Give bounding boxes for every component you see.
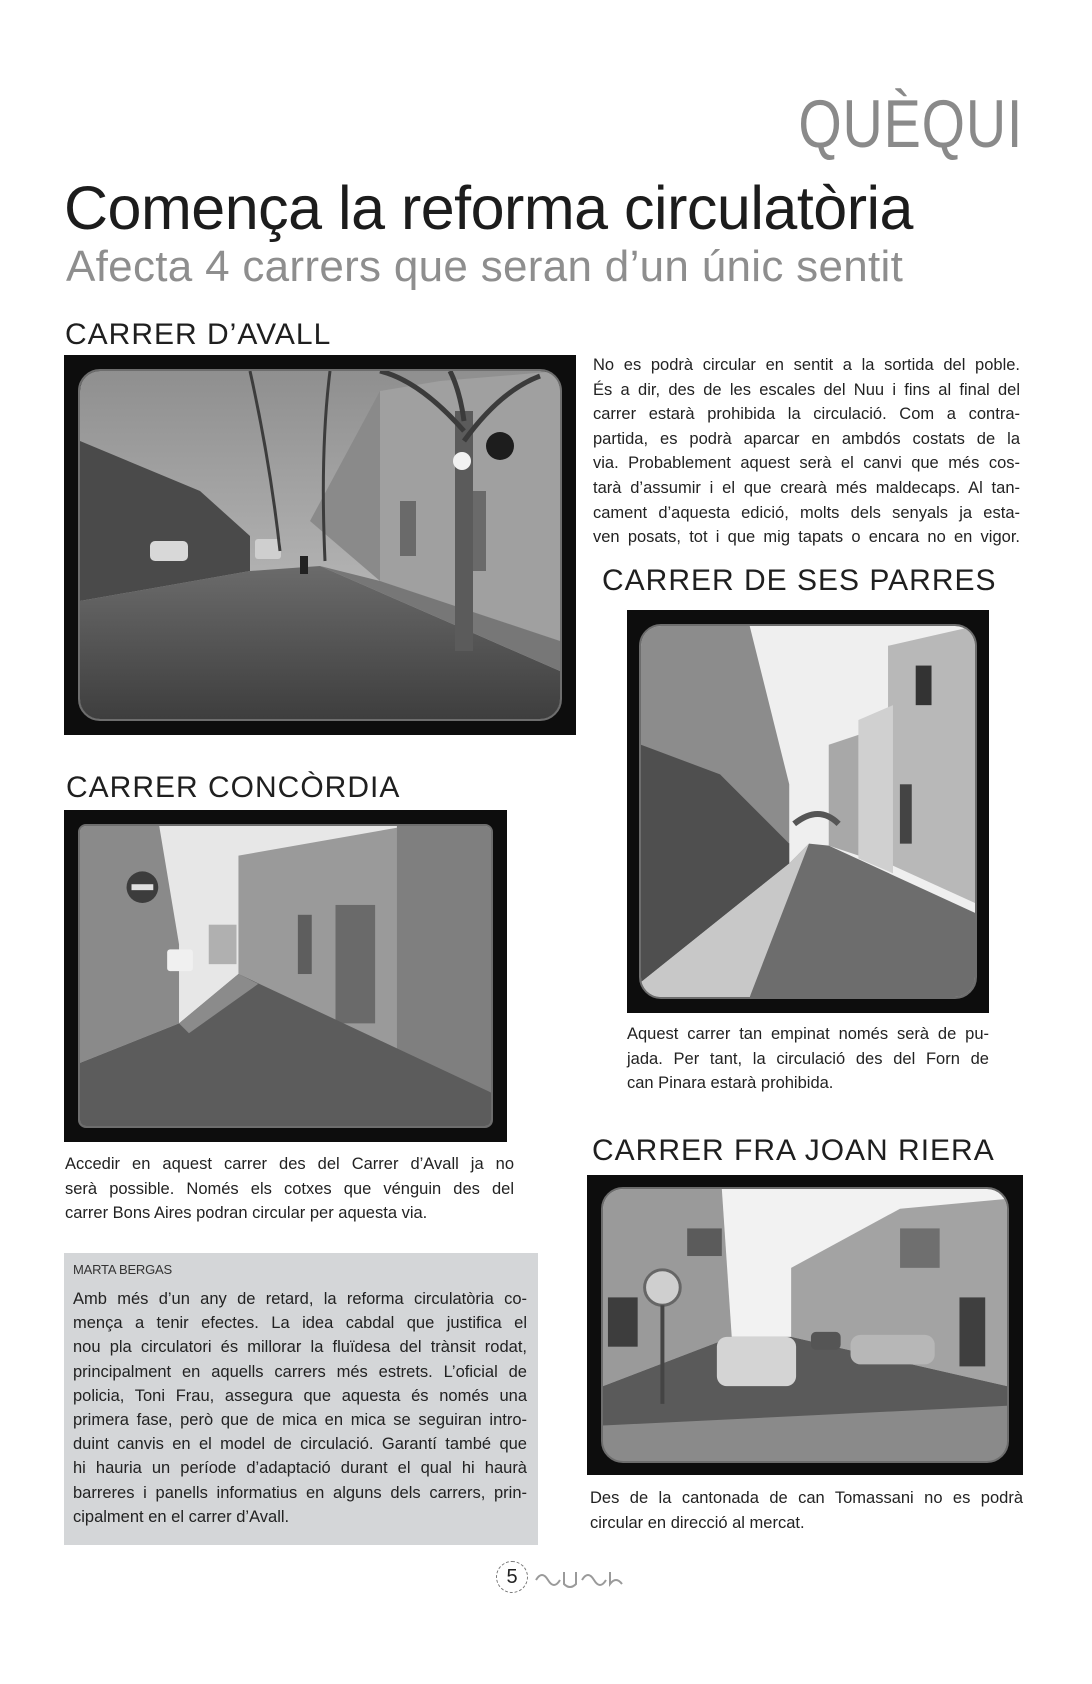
caption-line: Aquest carrer tan empinat només serà de pu-	[627, 1025, 989, 1043]
caption-line: Accedir en aquest carrer des del Carrer d’Avall ja no	[65, 1155, 514, 1173]
caption-line: circular en direcció al mercat.	[590, 1513, 805, 1532]
section-kicker: QUÈQUI	[798, 86, 1023, 162]
sidebar-line: policia, Toni Frau, assegura que aquesta és només una	[73, 1386, 527, 1405]
photo-carrer-fra-joan-riera	[587, 1175, 1023, 1475]
caption-carrer-ses-parres	[627, 1022, 989, 1096]
caption-line: serà possible. Només els cotxes que vénguin des del	[65, 1179, 514, 1198]
text-line: cament d’aquesta edició, molts dels senyals ja esta-	[593, 503, 1020, 522]
caption-line: jada. Per tant, la circulació des del Forn de	[627, 1049, 989, 1068]
sidebar-line: cipalment en el carrer d’Avall.	[73, 1507, 290, 1526]
photo-carrer-ses-parres	[627, 610, 989, 1013]
heading-carrer-avall: CARRER D’AVALL	[65, 318, 332, 351]
sidebar-line: primera fase, però que de mica en mica se seguiran intro-	[73, 1411, 527, 1430]
text-line: carrer estarà prohibida la circulació. Com a contra-	[593, 405, 1020, 424]
caption-carrer-fra-joan-riera	[590, 1486, 1023, 1535]
sidebar-text	[73, 1287, 527, 1529]
heading-carrer-ses-parres: CARRER DE SES PARRES	[602, 564, 997, 597]
sidebar-line: Amb més d’un any de retard, la reforma circulatòria co-	[73, 1290, 527, 1308]
caption-carrer-concordia	[65, 1152, 514, 1226]
text-line: via. Probablement aquest serà el canvi que més cos-	[593, 454, 1020, 473]
sidebar-box	[64, 1253, 538, 1545]
text-carrer-avall	[593, 353, 1020, 550]
sidebar-line: mença a tenir efectes. La idea cabdal que justifica el	[73, 1314, 527, 1333]
photo-carrer-concordia	[64, 810, 507, 1142]
page-subtitle: Afecta 4 carrers que seran d’un únic sentit	[66, 242, 904, 291]
page-number: 5	[506, 1566, 518, 1588]
page-number-badge	[496, 1561, 528, 1593]
sidebar-line: duint canvis en el model de circulació. Garantí també que	[73, 1435, 527, 1454]
page-title: Comença la reforma circulatòria	[64, 174, 913, 242]
text-line: partida, es podrà aparcar en ambdós costats de la	[593, 429, 1020, 448]
text-line: tarà d’assumir i el que crearà més maldecaps. Al tan-	[593, 478, 1020, 497]
publication-logo	[534, 1562, 624, 1590]
caption-line: can Pinara estarà prohibida.	[627, 1074, 834, 1093]
sidebar-line: nou pla circulatori és millorar la fluïdesa del trànsit rodat,	[73, 1338, 527, 1357]
heading-carrer-fra-joan-riera: CARRER FRA JOAN RIERA	[592, 1134, 995, 1167]
heading-carrer-concordia: CARRER CONCÒRDIA	[66, 771, 401, 804]
photo-carrer-avall	[64, 355, 576, 735]
author-byline: MARTA BERGAS	[73, 1262, 172, 1277]
sidebar-line: hi hauria un període d’adaptació durant el qual hi haurà	[73, 1459, 527, 1478]
text-line: No es podrà circular en sentit a la sortida del poble.	[593, 356, 1020, 374]
caption-line: carrer Bons Aires podran circular per aquesta via.	[65, 1204, 428, 1223]
text-line: ven posats, tot i que mig tapats o encara no en vigor.	[593, 528, 1020, 547]
sidebar-line: barreres i panells informatius en alguns dels carrers, prin-	[73, 1483, 527, 1502]
text-line: És a dir, des de les escales del Nuu i fins al final del	[593, 380, 1020, 399]
caption-line: Des de la cantonada de can Tomassani no es podrà	[590, 1489, 1023, 1507]
sidebar-line: principalment en aquells carrers més estrets. L’oficial de	[73, 1362, 527, 1381]
